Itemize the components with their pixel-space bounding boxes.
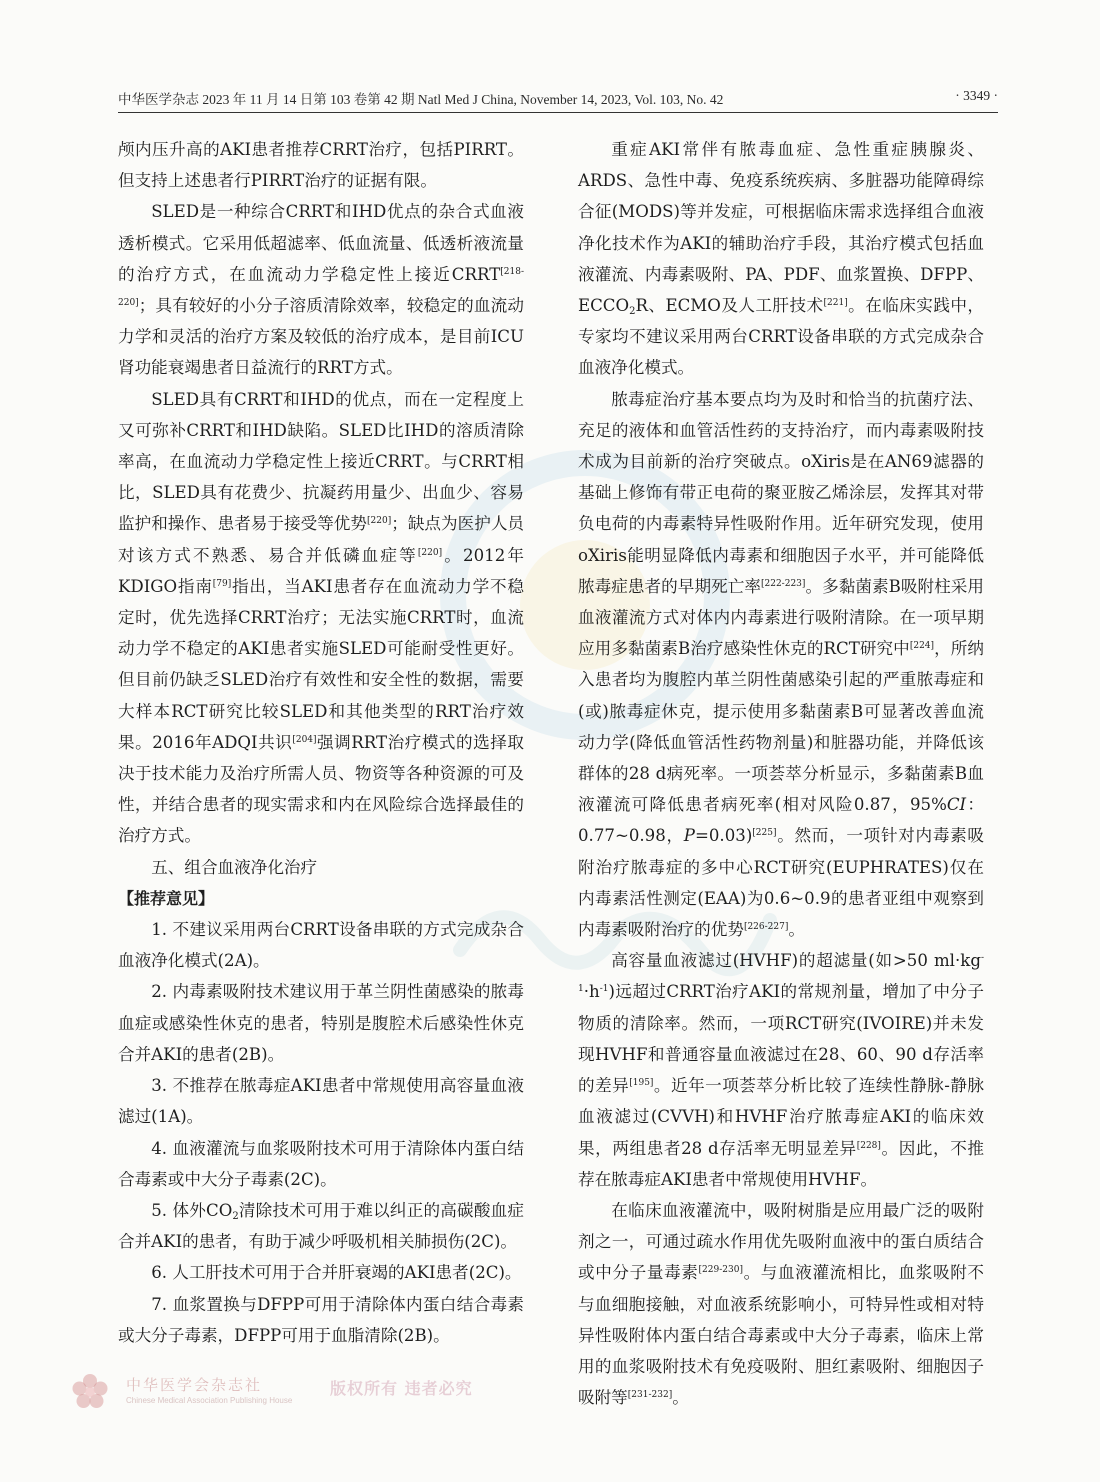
- citation: [231-232]: [627, 1390, 673, 1401]
- recommendation-item: 7. 血浆置换与DFPP可用于清除体内蛋白结合毒素或大分子毒素，DFPP可用于血脂清除(2B)。: [118, 1294, 524, 1345]
- citation: [218-220]: [118, 266, 524, 309]
- recommendation-title: 【推荐意见】: [118, 888, 215, 908]
- citation: [222-223]: [760, 578, 806, 589]
- citation: [221]: [823, 298, 848, 309]
- publisher-footer: [70, 1372, 510, 1412]
- paragraph: 在临床血液灌流中，吸附树脂是应用最广泛的吸附剂之一，可通过疏水作用优先吸附血液中的蛋白质结合或中分子量毒素[229-230]。与血液灌流相比，血浆吸附不与血细胞接触，对血液系统影响小，可特异性或相对特异性吸附体内蛋白结合毒素或中大分子毒素，临床上常用的血浆吸附技术有免疫吸附、胆红素吸附、细胞因子吸附等[231-232]。: [578, 1200, 985, 1408]
- citation: [224]: [909, 641, 935, 652]
- paragraph: 重症AKI常伴有脓毒血症、急性重症胰腺炎、ARDS、急性中毒、免疫系统疾病、多脏器功能障碍综合征(MODS)等并发症，可根据临床需求选择组合血液净化技术作为AKI的辅助治疗手段，其治疗模式包括血液灌流、内毒素吸附、PA、PDF、血浆置换、DFPP、$ECCO_2R$、ECMO及人工肝技术[221]。在临床实践中，专家均不建议采用两台CRRT设备串联的方式完成杂合血液净化模式。: [578, 140, 985, 378]
- citation: [220]: [417, 547, 443, 558]
- recommendation-item: 5. 体外$CO_2$清除技术可用于难以纠正的高碳酸血症合并AKI的患者，有助于减少呼吸机相关肺损伤(2C)。: [118, 1200, 524, 1252]
- recommendation-item: 6. 人工肝技术可用于合并肝衰竭的AKI患者(2C)。: [151, 1263, 522, 1283]
- journal-citation: 中华医学杂志 2023 年 11 月 14 日第 103 卷第 42 期 Natl Med J China, November 14, 2023, Vol. 103, No. 42: [118, 92, 724, 107]
- citation: [220]: [367, 516, 392, 527]
- citation: [226-227]: [743, 922, 789, 933]
- paragraph: 颅内压升高的AKI患者推荐CRRT治疗，包括PIRRT。但支持上述患者行PIRRT治疗的证据有限。: [118, 140, 524, 191]
- flower-logo-icon: [70, 1372, 110, 1412]
- publisher-name-en: Chinese Medical Association Publishing House: [126, 1396, 293, 1405]
- recommendation-item: 2. 内毒素吸附技术建议用于革兰阴性菌感染的脓毒血症或感染性休克的患者，特别是腹腔术后感染性休克合并AKI的患者(2B)。: [118, 982, 524, 1064]
- publisher-name: 中华医学会杂志社: [126, 1376, 263, 1394]
- section-heading: 五、组合血液净化治疗: [151, 857, 318, 877]
- recommendation-item: 4. 血液灌流与血浆吸附技术可用于清除体内蛋白结合毒素或中大分子毒素(2C)。: [118, 1138, 524, 1189]
- paragraph: 脓毒症治疗基本要点均为及时和恰当的抗菌疗法、充足的液体和血管活性药的支持治疗，而内毒素吸附技术成为目前新的治疗突破点。oXiris是在AN69滤器的基础上修饰有带正电荷的聚亚胺乙烯涂层，发挥其对带负电荷的内毒素特异性吸附作用。近年研究发现，使用oXiris能明显降低内毒素和细胞因子水平，并可能降低脓毒症患者的早期死亡率[222-223]。多黏菌素B吸附柱采用血液灌流方式对体内内毒素进行吸附清除。在一项早期应用多黏菌素B治疗感染性休克的RCT研究中[224]，所纳入患者均为腹腔内革兰阴性菌感染引起的严重脓毒症和(或)脓毒症休克，提示使用多黏菌素B可显著改善血流动力学(降低血管活性药物剂量)和脏器功能，并降低该群体的28 d病死率。一项荟萃分析显示，多黏菌素B血液灌流可降低患者病死率(相对风险0.87，95%CI：0.77~0.98，P=0.03)[225]。然而，一项针对内毒素吸附治疗脓毒症的多中心RCT研究(EUPHRATES)仅在内毒素活性测定(EAA)为0.6~0.9的患者亚组中观察到内毒素吸附治疗的优势[226-227]。: [578, 389, 985, 940]
- recommendation-item: 3. 不推荐在脓毒症AKI患者中常规使用高容量血液滤过(1A)。: [118, 1076, 524, 1127]
- copyright-notice: 版权所有 违者必究: [330, 1379, 473, 1398]
- citation: [228]: [856, 1140, 881, 1151]
- citation: [195]: [629, 1078, 654, 1089]
- citation: [225]: [752, 828, 777, 839]
- paragraph: SLED具有CRRT和IHD的优点，而在一定程度上又可弥补CRRT和IHD缺陷。SLED比IHD的溶质清除率高，在血流动力学稳定性上接近CRRT。与CRRT相比，SLED具有花费少、抗凝药用量少、出血少、容易监护和操作、患者易于接受等优势[220]；缺点为医护人员对该方式不熟悉、易合并低磷血症等[220]。2012年KDIGO指南[79]指出，当AKI患者存在血流动力学不稳定时，优先选择CRRT治疗；无法实施CRRT时，血流动力学不稳定的AKI患者实施SLED可能耐受性更好。但目前仍缺乏SLED治疗有效性和安全性的数据，需要大样本RCT研究比较SLED和其他类型的RRT治疗效果。2016年ADQI共识[204]强调RRT治疗模式的选择取决于技术能力及治疗所需人员、物资等各种资源的可及性，并结合患者的现实需求和内在风险综合选择最佳的治疗方式。: [118, 389, 525, 846]
- paragraph: 高容量血液滤过(HVHF)的超滤量(如>50 $ml\cdot kg^{-1}\cdot h^{-1}$)远超过CRRT治疗AKI的常规剂量，增加了中分子物质的清除率。然而，一项RCT研究(IVOIRE)并未发现HVHF和普通容量血液滤过在28、60、90 d存活率的差异[195]。近年一项荟萃分析比较了连续性静脉-静脉血液滤过(CVVH)和HVHF治疗脓毒症AKI的临床效果，两组患者28 d存活率无明显差异[228]。因此，不推荐在脓毒症AKI患者中常规使用HVHF。: [578, 951, 985, 1189]
- header-rule: [118, 112, 998, 113]
- left-column: [118, 134, 524, 1351]
- recommendation-item: 1. 不建议采用两台CRRT设备串联的方式完成杂合血液净化模式(2A)。: [118, 920, 524, 971]
- citation: [229-230]: [698, 1265, 743, 1276]
- citation: [79]: [212, 578, 232, 589]
- paragraph: SLED是一种综合CRRT和IHD优点的杂合式血液透析模式。它采用低超滤率、低血流量、低透析液流量的治疗方式，在血流动力学稳定性上接近CRRT[218-220]；具有较好的小分子溶质清除效率，较稳定的血流动力学和灵活的治疗方案及较低的治疗成本，是目前ICU肾功能衰竭患者日益流行的RRT方式。: [118, 202, 524, 378]
- citation: [204]: [292, 734, 317, 745]
- right-column: [578, 134, 984, 1413]
- running-header: [118, 88, 998, 110]
- page-number: · 3349 ·: [955, 88, 998, 103]
